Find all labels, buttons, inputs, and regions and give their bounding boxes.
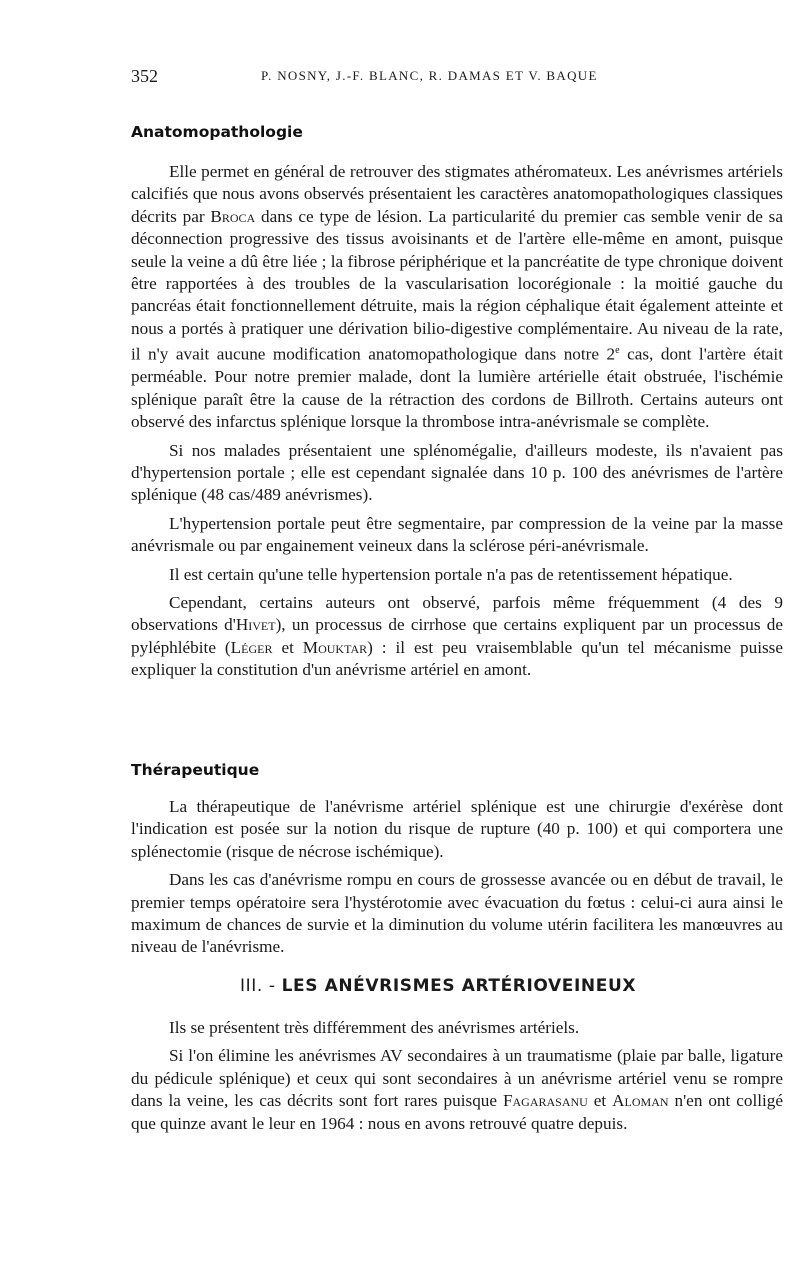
section-body-therapeutique (131, 796, 783, 965)
page-number: 352 (131, 66, 158, 86)
section-title: LES ANÉVRISMES ARTÉRIOVEINEUX (281, 976, 637, 996)
paragraph: Si nos malades présentaient une splénomégalie, d'ailleurs modeste, ils n'avaient pas d'hypertension portale ; elle est cependant signalée dans 10 p. 100 des anévrismes de l'artère splénique (48 cas/489 anévrismes). (131, 440, 783, 505)
paragraph: Si l'on élimine les anévrismes AV secondaires à un traumatisme (plaie par balle, ligature du pédicule splénique) et ceux qui sont secondaires à un anévrisme artériel venu se rompre dans la veine, les cas décrits sont fort rares puisque Fagarasanu et Aloman n'en ont colligé que quinze avant le leur en 1964 : nous en avons retrouvé quatre depuis. (131, 1046, 784, 1133)
author-name: Léger (230, 637, 273, 657)
page-header (131, 66, 783, 92)
paragraph: L'hypertension portale peut être segmentaire, par compression de la veine par la masse anévrismale ou par engainement veineux dans la sclérose péri-anévrismale. (131, 513, 783, 556)
paragraph: Ils se présentent très différemment des anévrismes artériels. (169, 1018, 580, 1037)
running-head: P. NOSNY, J.-F. BLANC, R. DAMAS ET V. BAQUE (261, 68, 598, 83)
paragraph: Il est certain qu'une telle hypertension portale n'a pas de retentissement hépatique. (169, 564, 733, 584)
section-heading-anatomopathologie: Anatomopathologie (131, 123, 303, 141)
paragraph: La thérapeutique de l'anévrisme artériel splénique est une chirurgie d'exérèse dont l'indication est posée sur la notion du risque de rupture (40 p. 100) et qui comportera une splénectomie (risque de nécrose ischémique). (131, 797, 783, 861)
author-name: Broca (210, 206, 256, 226)
paragraph: Cependant, certains auteurs ont observé, parfois même fréquemment (4 des 9 observations d'Hivet), un processus de cirrhose que certains expliquent par un processus de pyléphlébite (Léger et Mouktar) : il est peu vraisemblable qu'un tel mécanisme puisse expliquer la constitution d'un anévrisme artériel en amont. (131, 593, 783, 680)
section-body-anatomopathologie (131, 161, 783, 688)
author-name: Aloman (612, 1091, 669, 1111)
paragraph: Elle permet en général de retrouver des stigmates athéromateux. Les anévrismes artériels calcifiés que nous avons observés présentaient les caractères anatomopathologiques classiques décrits par Broca dans ce type de lésion. La particularité du premier cas semble venir de sa déconnection progressive des tissus avoisinants et de l'artère elle-même en amont, puisque seule la veine a dû être liée ; la fibrose périphérique et la pancréatite de type chronique doivent être rapportées à des troubles de la vascularisation locorégionale : la moitié gauche du pancréas était fonctionnellement détruite, mais la région céphalique était également atteinte et nous a portés à pratiquer une dérivation bilio-digestive complémentaire. Au niveau de la rate, il n'y avait aucune modification anatomopathologique dans notre 2e cas, dont l'artère était perméable. Pour notre premier malade, dont la lumière artérielle était obstruée, l'ischémie splénique paraît être la cause de la rétraction des cordons de Billroth. Certains auteurs ont observé des infarctus splénique lorsque la thrombose intra-anévrismale se complète. (131, 162, 783, 432)
paragraph: Dans les cas d'anévrisme rompu en cours de grossesse avancée ou en début de travail, le premier temps opératoire sera l'hystérotomie avec évacuation du fœtus : celui-ci aura ainsi le maximum de chances de survie et la diminution du volume utérin facilitera les manœuvres au niveau de l'anévrisme. (131, 870, 783, 957)
section-heading-therapeutique: Thérapeutique (131, 761, 260, 779)
author-name: Hivet (235, 615, 276, 635)
section-number: III. - (240, 976, 282, 996)
author-name: Mouktar (302, 637, 368, 657)
major-heading-anevrismes-arterioveineux (240, 976, 636, 996)
author-name: Fagarasanu (502, 1091, 588, 1111)
section-body-arterioveineux (131, 1017, 783, 1141)
